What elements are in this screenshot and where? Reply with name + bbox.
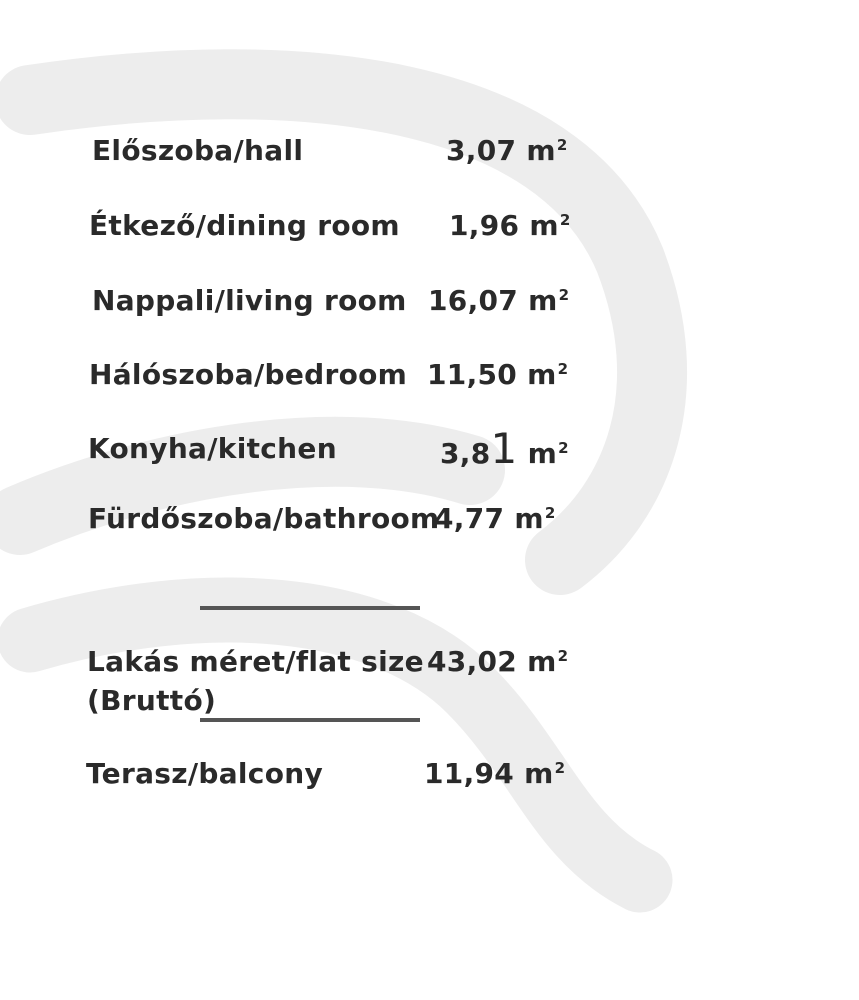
room-label: Hálószoba/bedroom [89,358,408,391]
total-area: 43,02 $m^2$ [427,645,569,678]
terrace-area: 11,94 $m^2$ [424,757,566,790]
separator-line [200,718,420,722]
total-sublabel: (Bruttó) [87,684,217,717]
room-area: 1,96 $m^2$ [449,209,571,242]
room-label: Fürdőszoba/bathroom [88,502,440,535]
room-label: Étkező/dining room [89,209,400,242]
room-area: 11,50 $m^2$ [427,358,569,391]
room-label: Nappali/living room [92,284,407,317]
separator-line [200,606,420,610]
room-label: Előszoba/hall [92,134,304,167]
room-area: 4,77 $m^2$ [434,502,556,535]
terrace-label: Terasz/balcony [86,757,324,790]
room-area: 3,07 $m^2$ [446,134,568,167]
total-label: Lakás méret/flat size [87,645,424,678]
room-area: 16,07 $m^2$ [428,284,570,317]
room-area: 3,81 $m^2$ [440,424,569,473]
room-label: Konyha/kitchen [88,432,337,465]
